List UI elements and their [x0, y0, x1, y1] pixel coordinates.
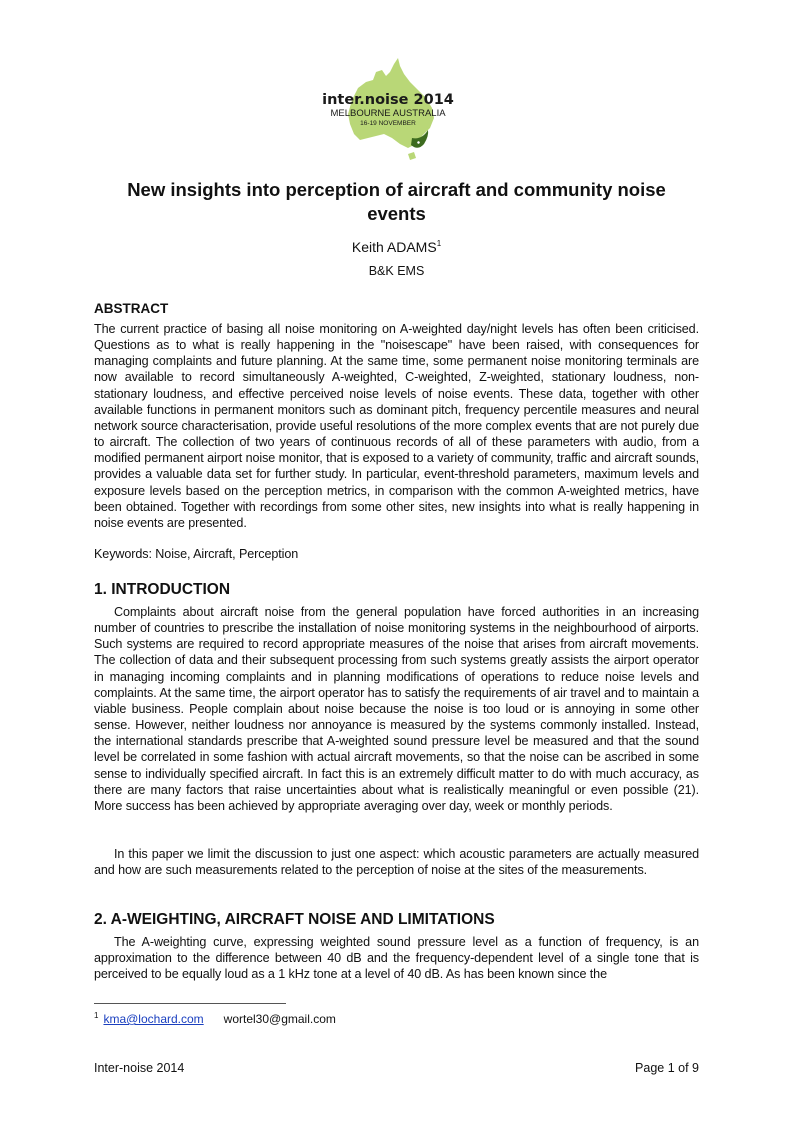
conference-logo: [318, 52, 458, 164]
footnote-divider: [94, 1003, 286, 1004]
author-line: [0, 239, 793, 255]
footnote-email-2: wortel30@gmail.com: [223, 1012, 336, 1026]
abstract-body: The current practice of basing all noise monitoring on A-weighted day/night levels has often been criticised. Questions as to what is really happening in the "noisescape" have been raised, with consequences for managing complaints and future planning. At the same time, some permanent noise monitoring terminals are now available to record simultaneously A-weighted, C-weighted, Z-weighted, stationary loudness, non-stationary loudness, and effective perceived noise levels of noise events. These data, together with other available functions in permanent monitors such as dominant pitch, frequency percentile measures and neural network source characterisation, provide useful resolutions of the more complex events that are not purely due to aircraft. The collection of two years of continuous records of all of these parameters with audio, from a modified permanent airport noise monitor, that is exposed to a variety of community, traffic and aircraft sounds, provides a valuable data set for further study. In particular, event-threshold parameters, maximum levels and exposure levels based on the perception metrics, in comparison with the common A-weighted metrics, have been obtained. Together with recordings from some other sites, new insights into what is really happening in noise events are presented.: [94, 322, 699, 530]
abstract-heading: ABSTRACT: [94, 301, 169, 316]
tasmania-icon: [408, 152, 416, 160]
section-2-heading: 2. A-WEIGHTING, AIRCRAFT NOISE AND LIMITATIONS: [94, 911, 495, 928]
section-1-paragraph-2: In this paper we limit the discussion to just one aspect: which acoustic parameters are actually measured and how are such measurements related to the perception of noise at the sites of the measurements.: [94, 847, 699, 878]
logo-location: MELBOURNE AUSTRALIA: [330, 108, 446, 119]
footnote: [94, 1011, 336, 1026]
footer-conference: Inter-noise 2014: [94, 1061, 185, 1075]
logo-title: inter.noise 2014: [322, 92, 454, 108]
section-1-paragraph-1: Complaints about aircraft noise from the general population have forced authorities in an increasing number of countries to prescribe the installation of noise monitoring systems in the neighbourhood of airports. Such systems are required to record appropriate measures of the noise that arises from aircraft movements. The collection of data and their subsequent processing from such systems greatly assists the airport operator in managing incoming complaints and in planning modifications of operations to reduce noise levels and complaints. At the same time, the airport operator has to satisfy the requirements of air travel and to maintain a viable business. People complain about noise because the noise is too loud or is annoying in some other sense. However, neither loudness nor annoyance is measured by the systems commonly installed. Instead, the international standards prescribe that A-weighted sound pressure level be measured and that the sound level be correlated in some fashion with actual aircraft movements, so that the noise can be ascribed in some sense to individually specified aircraft. In fact this is an extremely difficult matter to do with much accuracy, as there are many factors that raise uncertainties about what is realistically meaningful or even possible (21). More success has been achieved by appropriate averaging over day, week or monthly periods.: [94, 605, 699, 813]
section-1-heading: 1. INTRODUCTION: [94, 581, 231, 598]
keywords: Keywords: Noise, Aircraft, Perception: [94, 547, 299, 561]
section-2-paragraph-1: The A-weighting curve, expressing weighted sound pressure level as a function of frequency, is an approximation to the difference between 40 dB and the frequency-dependent level of a single tone that is perceived to be equally loud as a 1 kHz tone at a level of 40 dB. As has been known since the: [94, 935, 699, 982]
footer-page-number: Page 1 of 9: [635, 1061, 699, 1075]
author-footnote-mark: 1: [436, 239, 442, 248]
footnote-email-link-1[interactable]: kma@lochard.com: [103, 1012, 204, 1026]
affiliation: B&K EMS: [368, 264, 425, 278]
logo-dates: 16-19 NOVEMBER: [360, 120, 416, 127]
paper-title: New insights into perception of aircraft and community noise events: [127, 179, 666, 224]
footnote-mark: 1: [94, 1011, 99, 1020]
author-name: Keith ADAMS: [351, 239, 437, 255]
